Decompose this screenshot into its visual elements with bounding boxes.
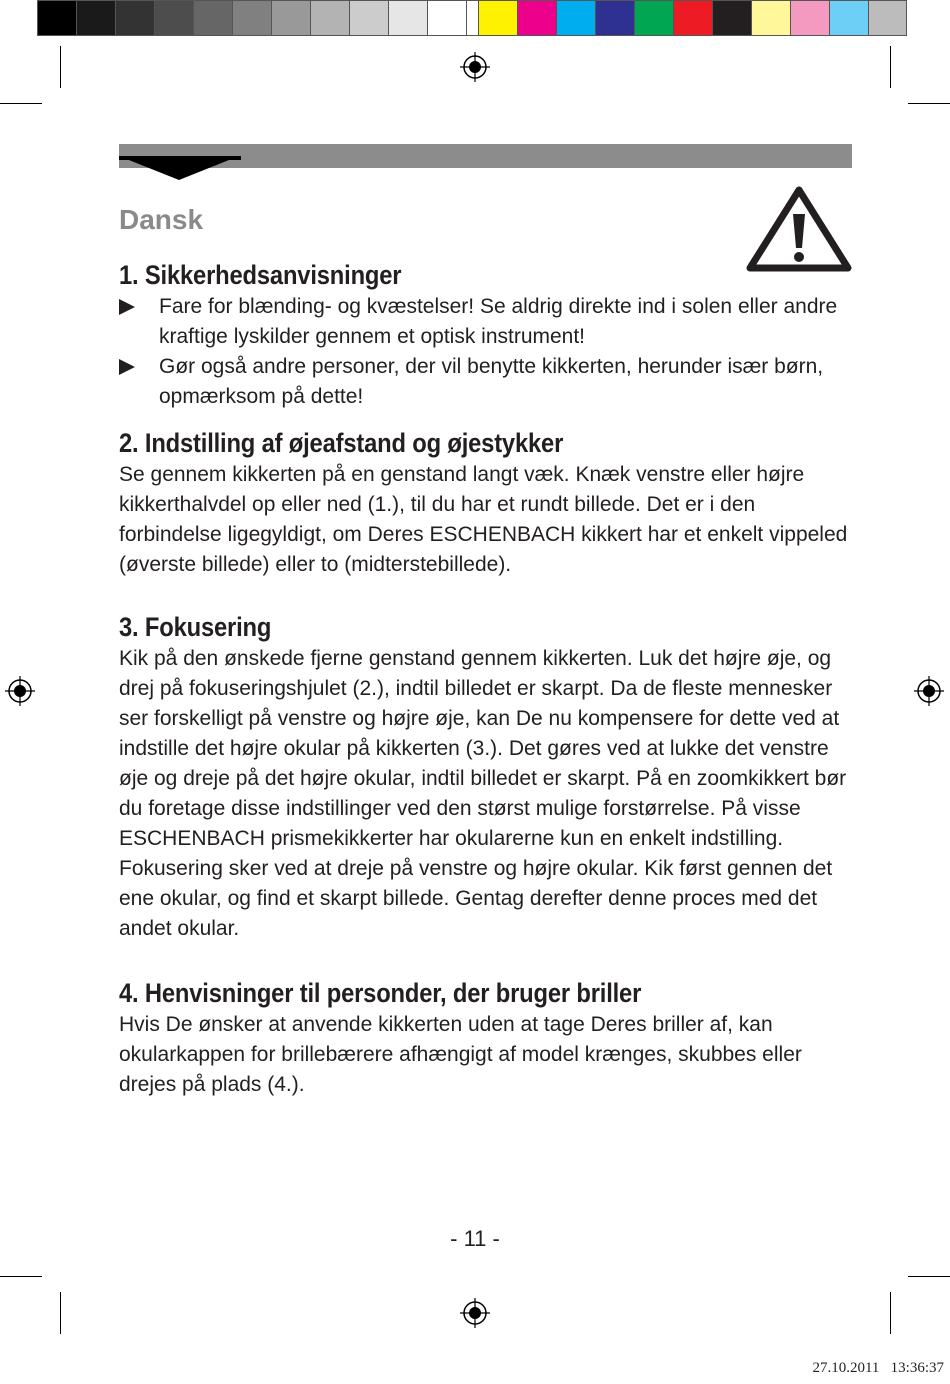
section-text-eye-distance: Se gennem kikkerten på en genstand langt væk. Knæk venstre eller højre kikkerthalvdel op eller ned (1.), til du har et rundt billede. Det er i den forbindelse ligegyldigt, om Deres ESCHENBACH kikkert har et enkelt vippeled (øverste billede) eller to (midterstebillede). [119,463,848,576]
registration-mark-icon [460,52,490,82]
print-color-bar [37,0,907,38]
color-swatch [478,0,517,36]
registration-mark-icon [914,676,944,706]
color-swatch [556,0,595,36]
color-swatch [868,0,907,36]
color-swatch [388,0,427,36]
main-content [119,258,854,1100]
section-title-eye-distance: 2. Indstilling af øjeafstand og øjestykker [119,428,564,458]
color-swatch [751,0,790,36]
color-swatch [193,0,232,36]
section-title-glasses: 4. Henvisninger til personder, der bruger briller [119,978,642,1008]
registration-mark-icon [460,1298,490,1328]
color-swatch [829,0,868,36]
color-swatch [349,0,388,36]
section-text-focusing: Kik på den ønskede fjerne genstand gennem kikkerten. Luk det højre øje, og drej på fokuseringshjulet (2.), indtil billedet er skarpt. Da de fleste mennesker ser forskelligt på venstre og højre øje, kan De nu kompensere for dette ved at indstille det højre okular på kikkerten (3.). Det gøres ved at lukke det venstre øje og dreje på det højre okular, indtil billedet er skarpt. På en zoomkikkert bør du foretage disse indstillinger ved den størst mulige forstørrelse. På visse ESCHENBACH prismekikkerter har okularerne kun en enkelt indstilling. Fokusering sker ved at dreje på venstre og højre okular. Kik først gennen det ene okular, og find et skarpt billede. Gentag derefter denne proces med det andet okular. [119,647,847,940]
bullet-item [119,352,854,412]
bullet-arrow-icon [119,292,159,352]
section-title-focusing: 3. Fokusering [119,612,272,642]
color-swatch [37,0,76,36]
color-swatch [154,0,193,36]
crop-mark [60,1292,61,1334]
bullet-arrow-icon [119,352,159,412]
crop-mark [890,1292,891,1334]
color-swatch [232,0,271,36]
color-swatch [634,0,673,36]
bullet-item [119,292,854,352]
color-swatch [712,0,751,36]
bullet-text: Gør også andre personer, der vil benytte kikkerten, herunder især børn, opmærksom på dette! [159,355,824,408]
crop-mark [908,1276,950,1277]
crop-mark [908,103,950,104]
page-number: - 11 - [450,1226,500,1251]
registration-mark-icon [5,676,35,706]
section-title-safety: 1. Sikkerhedsanvisninger [119,260,402,290]
language-label: Dansk [119,204,204,235]
crop-mark [60,46,61,88]
crop-mark [0,103,42,104]
color-swatch [427,0,466,36]
color-swatch [466,0,478,36]
color-swatch [310,0,349,36]
color-swatch [595,0,634,36]
color-swatch [673,0,712,36]
color-swatch [115,0,154,36]
print-datetime: 27.10.2011 13:36:37 [812,1360,944,1376]
color-swatch [517,0,556,36]
crop-mark [890,46,891,88]
crop-mark [0,1276,42,1277]
section-text-glasses: Hvis De ønsker at anvende kikkerten uden at tage Deres briller af, kan okularkappen for brillebærere afhængigt af model krænges, skubbes eller drejes på plads (4.). [119,1013,802,1096]
header-tab-triangle [119,156,239,180]
color-swatch [271,0,310,36]
color-swatch [790,0,829,36]
bullet-text: Fare for blænding- og kvæstelser! Se aldrig direkte ind i solen eller andre kraftige lyskilder gennem et optisk instrument! [159,295,838,348]
color-swatch [76,0,115,36]
